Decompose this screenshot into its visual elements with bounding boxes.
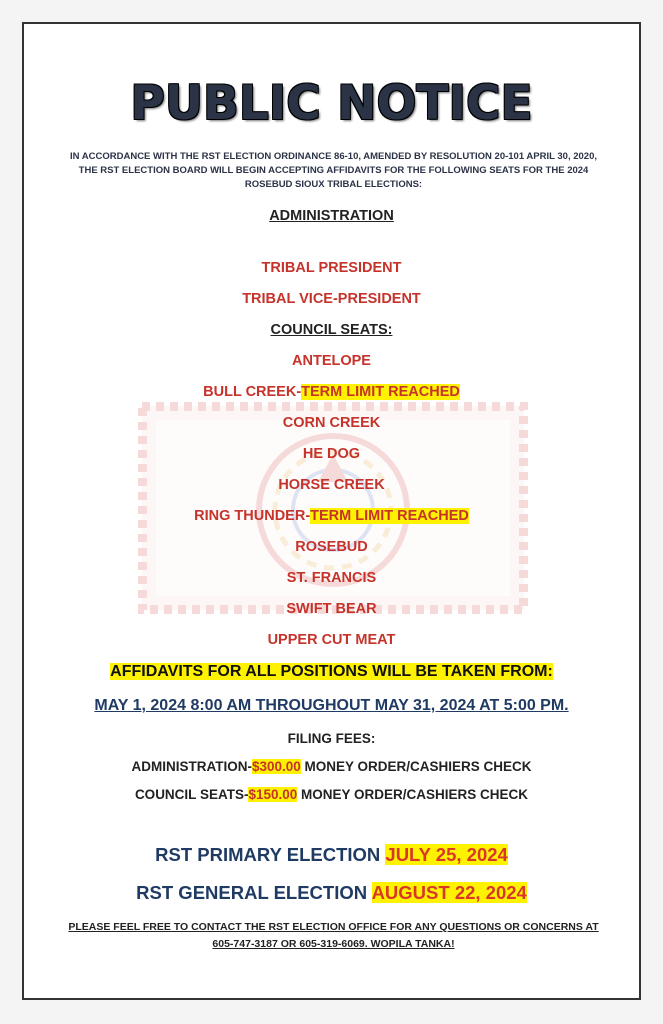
seat-bull-creek: BULL CREEK-TERM LIMIT REACHED bbox=[203, 384, 460, 400]
general-election: RST GENERAL ELECTION AUGUST 22, 2024 bbox=[136, 882, 527, 903]
fee-council-seats: COUNCIL SEATS-$150.00 MONEY ORDER/CASHIERS CHECK bbox=[134, 787, 529, 802]
fee-administration: ADMINISTRATION-$300.00 MONEY ORDER/CASHIERS CHECK bbox=[131, 759, 532, 774]
affidavits-heading: AFFIDAVITS FOR ALL POSITIONS WILL BE TAKEN FROM: bbox=[110, 663, 553, 680]
seat-antelope: ANTELOPE bbox=[292, 353, 371, 369]
council-seats-heading: COUNCIL SEATS: bbox=[270, 322, 393, 338]
filing-fees-heading: FILING FEES: bbox=[287, 731, 376, 746]
seat-horse-creek: HORSE CREEK bbox=[278, 477, 385, 493]
seat-tribal-president: TRIBAL PRESIDENT bbox=[261, 260, 402, 276]
page-title: PUBLIC NOTICE bbox=[130, 76, 533, 131]
seat-rosebud: ROSEBUD bbox=[295, 539, 368, 555]
seat-upper-cut-meat: UPPER CUT MEAT bbox=[267, 632, 396, 648]
primary-election: RST PRIMARY ELECTION JULY 25, 2024 bbox=[155, 844, 508, 865]
seat-ring-thunder: RING THUNDER-TERM LIMIT REACHED bbox=[194, 508, 469, 524]
notice-page bbox=[22, 22, 641, 1000]
term-limit-badge: TERM LIMIT REACHED bbox=[301, 384, 460, 400]
seat-swift-bear: SWIFT BEAR bbox=[286, 601, 377, 617]
seat-corn-creek: CORN CREEK bbox=[282, 415, 381, 431]
term-limit-badge: TERM LIMIT REACHED bbox=[310, 508, 469, 524]
intro-paragraph: IN ACCORDANCE WITH THE RST ELECTION ORDINANCE 86-10, AMENDED BY RESOLUTION 20-101 APRIL 30, 2020, THE RST ELECTION BOARD WILL BEGIN ACCEPTING AFFIDAVITS FOR THE FOLLOWING SEATS FOR THE 2024 ROSEBUD SIOUX TRIBAL ELECTIONS: bbox=[70, 151, 597, 190]
affidavit-dates: MAY 1, 2024 8:00 AM THROUGHOUT MAY 31, 2024 AT 5:00 PM. bbox=[94, 697, 569, 714]
administration-heading: ADMINISTRATION bbox=[269, 208, 394, 224]
seat-st-francis: ST. FRANCIS bbox=[286, 570, 377, 586]
seat-tribal-vice-president: TRIBAL VICE-PRESIDENT bbox=[242, 291, 421, 307]
seat-he-dog: HE DOG bbox=[302, 446, 361, 462]
contact-footer: PLEASE FEEL FREE TO CONTACT THE RST ELECTION OFFICE FOR ANY QUESTIONS OR CONCERNS AT 605-747-3187 OR 605-319-6069. WOPILA TANKA! bbox=[68, 921, 599, 950]
